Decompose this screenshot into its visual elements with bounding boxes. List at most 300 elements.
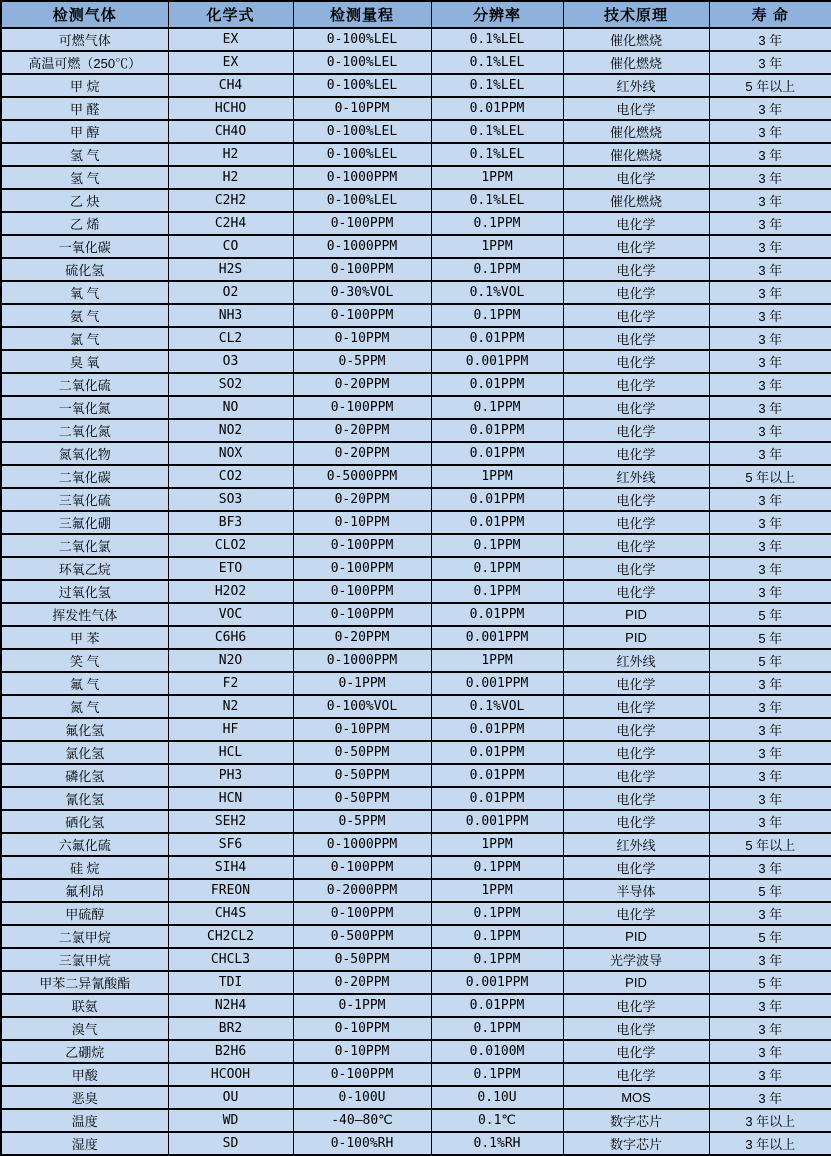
cell-gas: 氰化氢: [1, 787, 168, 810]
cell-range: 0-1000PPM: [293, 235, 431, 258]
cell-principle: 红外线: [563, 465, 709, 488]
cell-range: 0-20PPM: [293, 488, 431, 511]
table-row: [1, 557, 831, 580]
cell-life: 3 年: [709, 994, 831, 1017]
table-row: [1, 1109, 831, 1132]
cell-resolution: 0.001PPM: [431, 350, 563, 373]
cell-life: 3 年: [709, 488, 831, 511]
cell-range: 0-100%LEL: [293, 74, 431, 97]
cell-resolution: 0.001PPM: [431, 810, 563, 833]
column-header-gas: 检测气体: [1, 1, 168, 28]
table-row: [1, 718, 831, 741]
cell-range: 0-20PPM: [293, 442, 431, 465]
cell-range: 0-100PPM: [293, 212, 431, 235]
cell-formula: SEH2: [168, 810, 293, 833]
cell-gas: 氟利昂: [1, 879, 168, 902]
cell-range: 0-50PPM: [293, 948, 431, 971]
cell-formula: NH3: [168, 304, 293, 327]
cell-principle: 电化学: [563, 97, 709, 120]
table-row: [1, 741, 831, 764]
table-row: [1, 281, 831, 304]
cell-principle: 电化学: [563, 534, 709, 557]
cell-resolution: 0.1%VOL: [431, 281, 563, 304]
cell-gas: 环氧乙烷: [1, 557, 168, 580]
cell-resolution: 0.1%LEL: [431, 120, 563, 143]
table-row: [1, 166, 831, 189]
cell-principle: 电化学: [563, 419, 709, 442]
cell-formula: BF3: [168, 511, 293, 534]
cell-resolution: 0.1PPM: [431, 304, 563, 327]
table-row: [1, 948, 831, 971]
table-row: [1, 373, 831, 396]
cell-gas: 甲 醇: [1, 120, 168, 143]
cell-formula: CO: [168, 235, 293, 258]
cell-range: 0-100%LEL: [293, 120, 431, 143]
cell-life: 3 年: [709, 580, 831, 603]
cell-gas: 乙硼烷: [1, 1040, 168, 1063]
cell-life: 3 年: [709, 1063, 831, 1086]
cell-life: 5 年: [709, 879, 831, 902]
table-row: [1, 327, 831, 350]
cell-principle: 电化学: [563, 580, 709, 603]
cell-principle: PID: [563, 971, 709, 994]
cell-range: 0-20PPM: [293, 373, 431, 396]
cell-life: 3 年: [709, 511, 831, 534]
cell-gas: 氮氧化物: [1, 442, 168, 465]
cell-formula: CL2: [168, 327, 293, 350]
cell-principle: 电化学: [563, 235, 709, 258]
cell-formula: H2: [168, 143, 293, 166]
cell-life: 3 年: [709, 856, 831, 879]
table-row: [1, 626, 831, 649]
cell-life: 3 年: [709, 327, 831, 350]
cell-principle: 电化学: [563, 511, 709, 534]
cell-range: 0-1000PPM: [293, 833, 431, 856]
cell-resolution: 0.1PPM: [431, 557, 563, 580]
cell-formula: NO: [168, 396, 293, 419]
cell-formula: SD: [168, 1132, 293, 1155]
table-row: [1, 764, 831, 787]
cell-principle: 电化学: [563, 281, 709, 304]
cell-formula: NOX: [168, 442, 293, 465]
cell-resolution: 0.10U: [431, 1086, 563, 1109]
cell-resolution: 1PPM: [431, 649, 563, 672]
cell-range: 0-2000PPM: [293, 879, 431, 902]
cell-principle: 电化学: [563, 902, 709, 925]
cell-formula: O2: [168, 281, 293, 304]
cell-principle: 电化学: [563, 741, 709, 764]
cell-range: 0-10PPM: [293, 327, 431, 350]
cell-range: 0-100PPM: [293, 557, 431, 580]
cell-principle: 电化学: [563, 350, 709, 373]
cell-resolution: 0.1PPM: [431, 1063, 563, 1086]
cell-life: 3 年: [709, 787, 831, 810]
cell-resolution: 0.1PPM: [431, 902, 563, 925]
cell-range: 0-100PPM: [293, 902, 431, 925]
cell-principle: 电化学: [563, 810, 709, 833]
cell-principle: 电化学: [563, 166, 709, 189]
cell-gas: 二氧化氮: [1, 419, 168, 442]
cell-resolution: 1PPM: [431, 465, 563, 488]
cell-resolution: 0.1PPM: [431, 396, 563, 419]
cell-gas: 氯 气: [1, 327, 168, 350]
column-header-resolution: 分辨率: [431, 1, 563, 28]
cell-life: 3 年: [709, 235, 831, 258]
cell-gas: 氯化氢: [1, 741, 168, 764]
table-row: [1, 810, 831, 833]
cell-range: 0-50PPM: [293, 741, 431, 764]
table-row: [1, 97, 831, 120]
cell-gas: 磷化氢: [1, 764, 168, 787]
cell-formula: C6H6: [168, 626, 293, 649]
cell-resolution: 0.01PPM: [431, 488, 563, 511]
cell-formula: WD: [168, 1109, 293, 1132]
cell-formula: FREON: [168, 879, 293, 902]
cell-range: 0-20PPM: [293, 626, 431, 649]
cell-range: 0-30%VOL: [293, 281, 431, 304]
cell-life: 3 年: [709, 396, 831, 419]
cell-gas: 甲酸: [1, 1063, 168, 1086]
cell-range: 0-10PPM: [293, 718, 431, 741]
table-row: [1, 994, 831, 1017]
cell-range: -40—80℃: [293, 1109, 431, 1132]
cell-resolution: 0.1PPM: [431, 925, 563, 948]
cell-formula: CO2: [168, 465, 293, 488]
cell-principle: 催化燃烧: [563, 189, 709, 212]
cell-resolution: 1PPM: [431, 166, 563, 189]
cell-life: 5 年以上: [709, 833, 831, 856]
cell-range: 0-1PPM: [293, 994, 431, 1017]
cell-life: 3 年: [709, 1086, 831, 1109]
cell-principle: 电化学: [563, 994, 709, 1017]
cell-formula: OU: [168, 1086, 293, 1109]
cell-life: 3 年: [709, 442, 831, 465]
cell-resolution: 0.1℃: [431, 1109, 563, 1132]
table-row: [1, 465, 831, 488]
table-row: [1, 672, 831, 695]
table-row: [1, 488, 831, 511]
cell-resolution: 0.01PPM: [431, 373, 563, 396]
cell-gas: 三氯甲烷: [1, 948, 168, 971]
cell-life: 3 年: [709, 258, 831, 281]
cell-range: 0-5PPM: [293, 350, 431, 373]
cell-range: 0-1000PPM: [293, 649, 431, 672]
cell-formula: SF6: [168, 833, 293, 856]
cell-resolution: 0.01PPM: [431, 741, 563, 764]
cell-gas: 恶臭: [1, 1086, 168, 1109]
cell-gas: 一氧化氮: [1, 396, 168, 419]
cell-range: 0-50PPM: [293, 764, 431, 787]
table-row: [1, 925, 831, 948]
cell-gas: 硒化氢: [1, 810, 168, 833]
cell-formula: BR2: [168, 1017, 293, 1040]
cell-formula: CH4: [168, 74, 293, 97]
cell-range: 0-50PPM: [293, 787, 431, 810]
cell-life: 3 年: [709, 166, 831, 189]
cell-formula: H2O2: [168, 580, 293, 603]
cell-range: 0-100PPM: [293, 856, 431, 879]
cell-formula: B2H6: [168, 1040, 293, 1063]
cell-life: 3 年: [709, 120, 831, 143]
cell-principle: 催化燃烧: [563, 143, 709, 166]
cell-life: 3 年: [709, 189, 831, 212]
cell-range: 0-100%LEL: [293, 143, 431, 166]
column-header-principle: 技术原理: [563, 1, 709, 28]
cell-resolution: 0.01PPM: [431, 327, 563, 350]
cell-resolution: 0.01PPM: [431, 97, 563, 120]
cell-life: 3 年: [709, 28, 831, 51]
cell-formula: VOC: [168, 603, 293, 626]
cell-formula: H2S: [168, 258, 293, 281]
cell-life: 3 年: [709, 212, 831, 235]
cell-resolution: 0.01PPM: [431, 419, 563, 442]
header-row: [1, 1, 831, 28]
cell-formula: HCOOH: [168, 1063, 293, 1086]
cell-gas: 甲 烷: [1, 74, 168, 97]
table-row: [1, 212, 831, 235]
table-row: [1, 695, 831, 718]
cell-resolution: 0.01PPM: [431, 511, 563, 534]
cell-formula: SO3: [168, 488, 293, 511]
cell-resolution: 0.1PPM: [431, 580, 563, 603]
cell-resolution: 0.01PPM: [431, 764, 563, 787]
cell-life: 5 年: [709, 603, 831, 626]
cell-formula: N2: [168, 695, 293, 718]
cell-range: 0-100U: [293, 1086, 431, 1109]
table-row: [1, 971, 831, 994]
table-row: [1, 120, 831, 143]
table-row: [1, 649, 831, 672]
cell-range: 0-100%LEL: [293, 28, 431, 51]
cell-gas: 温度: [1, 1109, 168, 1132]
cell-principle: 红外线: [563, 74, 709, 97]
cell-principle: 电化学: [563, 1040, 709, 1063]
table-row: [1, 350, 831, 373]
cell-range: 0-5000PPM: [293, 465, 431, 488]
cell-gas: 三氟化硼: [1, 511, 168, 534]
cell-resolution: 0.01PPM: [431, 603, 563, 626]
cell-life: 3 年: [709, 764, 831, 787]
table-row: [1, 902, 831, 925]
cell-formula: CH4S: [168, 902, 293, 925]
cell-life: 3 年: [709, 695, 831, 718]
table-row: [1, 28, 831, 51]
cell-formula: ETO: [168, 557, 293, 580]
cell-range: 0-10PPM: [293, 511, 431, 534]
cell-range: 0-10PPM: [293, 1017, 431, 1040]
cell-life: 3 年: [709, 373, 831, 396]
cell-gas: 一氧化碳: [1, 235, 168, 258]
cell-resolution: 0.001PPM: [431, 672, 563, 695]
cell-formula: HCL: [168, 741, 293, 764]
cell-resolution: 0.1PPM: [431, 534, 563, 557]
cell-life: 3 年: [709, 350, 831, 373]
cell-principle: 电化学: [563, 672, 709, 695]
cell-principle: 电化学: [563, 695, 709, 718]
column-header-formula: 化学式: [168, 1, 293, 28]
cell-gas: 氨 气: [1, 304, 168, 327]
cell-resolution: 0.1%LEL: [431, 143, 563, 166]
cell-principle: 电化学: [563, 557, 709, 580]
cell-gas: 溴气: [1, 1017, 168, 1040]
cell-life: 3 年: [709, 51, 831, 74]
column-header-range: 检测量程: [293, 1, 431, 28]
cell-principle: 电化学: [563, 396, 709, 419]
cell-formula: PH3: [168, 764, 293, 787]
cell-principle: 电化学: [563, 258, 709, 281]
table-row: [1, 856, 831, 879]
table-body: [1, 28, 831, 1155]
cell-formula: H2: [168, 166, 293, 189]
cell-resolution: 0.1PPM: [431, 856, 563, 879]
cell-formula: N2H4: [168, 994, 293, 1017]
table-row: [1, 51, 831, 74]
cell-gas: 二氧化氯: [1, 534, 168, 557]
cell-principle: 电化学: [563, 856, 709, 879]
cell-range: 0-100PPM: [293, 258, 431, 281]
cell-life: 3 年: [709, 948, 831, 971]
cell-principle: PID: [563, 603, 709, 626]
cell-life: 3 年: [709, 672, 831, 695]
cell-range: 0-100%RH: [293, 1132, 431, 1155]
cell-formula: EX: [168, 28, 293, 51]
cell-life: 3 年以上: [709, 1132, 831, 1155]
cell-life: 3 年: [709, 419, 831, 442]
cell-range: 0-100PPM: [293, 1063, 431, 1086]
cell-range: 0-100%LEL: [293, 51, 431, 74]
cell-gas: 氟 气: [1, 672, 168, 695]
cell-resolution: 1PPM: [431, 235, 563, 258]
cell-resolution: 1PPM: [431, 879, 563, 902]
cell-life: 3 年: [709, 718, 831, 741]
cell-formula: HCHO: [168, 97, 293, 120]
table-row: [1, 603, 831, 626]
cell-range: 0-100%LEL: [293, 189, 431, 212]
table-header: [1, 1, 831, 28]
cell-principle: 光学波导: [563, 948, 709, 971]
cell-life: 3 年: [709, 304, 831, 327]
cell-life: 5 年: [709, 649, 831, 672]
cell-formula: TDI: [168, 971, 293, 994]
cell-resolution: 0.01PPM: [431, 442, 563, 465]
cell-principle: 电化学: [563, 1063, 709, 1086]
table-row: [1, 304, 831, 327]
cell-principle: 电化学: [563, 488, 709, 511]
cell-range: 0-100%VOL: [293, 695, 431, 718]
cell-life: 3 年: [709, 810, 831, 833]
cell-principle: 半导体: [563, 879, 709, 902]
cell-gas: 臭 氧: [1, 350, 168, 373]
cell-gas: 过氧化氢: [1, 580, 168, 603]
table-row: [1, 189, 831, 212]
cell-principle: PID: [563, 925, 709, 948]
cell-life: 3 年: [709, 741, 831, 764]
cell-resolution: 0.1%VOL: [431, 695, 563, 718]
cell-life: 3 年: [709, 902, 831, 925]
table-row: [1, 580, 831, 603]
cell-principle: 电化学: [563, 1017, 709, 1040]
cell-gas: 高温可燃（250℃）: [1, 51, 168, 74]
cell-gas: 可燃气体: [1, 28, 168, 51]
cell-principle: 电化学: [563, 764, 709, 787]
cell-range: 0-100PPM: [293, 603, 431, 626]
cell-principle: MOS: [563, 1086, 709, 1109]
cell-resolution: 0.01PPM: [431, 787, 563, 810]
cell-principle: 数字芯片: [563, 1109, 709, 1132]
cell-resolution: 0.01PPM: [431, 718, 563, 741]
cell-resolution: 0.1%LEL: [431, 74, 563, 97]
cell-resolution: 0.1PPM: [431, 948, 563, 971]
column-header-life: 寿 命: [709, 1, 831, 28]
cell-gas: 二氧化碳: [1, 465, 168, 488]
cell-formula: C2H2: [168, 189, 293, 212]
cell-resolution: 0.1%RH: [431, 1132, 563, 1155]
cell-resolution: 0.001PPM: [431, 626, 563, 649]
cell-life: 5 年: [709, 971, 831, 994]
cell-gas: 乙 炔: [1, 189, 168, 212]
cell-life: 3 年以上: [709, 1109, 831, 1132]
cell-gas: 氢 气: [1, 166, 168, 189]
cell-principle: 电化学: [563, 442, 709, 465]
table-row: [1, 442, 831, 465]
cell-principle: 催化燃烧: [563, 51, 709, 74]
table-row: [1, 1040, 831, 1063]
table-row: [1, 511, 831, 534]
cell-life: 5 年以上: [709, 74, 831, 97]
cell-life: 5 年: [709, 626, 831, 649]
table-row: [1, 74, 831, 97]
cell-gas: 硅 烷: [1, 856, 168, 879]
cell-range: 0-500PPM: [293, 925, 431, 948]
table-row: [1, 1132, 831, 1155]
cell-range: 0-1PPM: [293, 672, 431, 695]
cell-gas: 氟化氢: [1, 718, 168, 741]
table-row: [1, 396, 831, 419]
cell-resolution: 0.01PPM: [431, 994, 563, 1017]
cell-range: 0-100PPM: [293, 534, 431, 557]
table-row: [1, 235, 831, 258]
cell-gas: 笑 气: [1, 649, 168, 672]
cell-gas: 甲 苯: [1, 626, 168, 649]
cell-principle: 催化燃烧: [563, 120, 709, 143]
cell-principle: 电化学: [563, 212, 709, 235]
cell-principle: 电化学: [563, 304, 709, 327]
cell-resolution: 0.001PPM: [431, 971, 563, 994]
cell-principle: 电化学: [563, 373, 709, 396]
cell-formula: C2H4: [168, 212, 293, 235]
cell-resolution: 0.1PPM: [431, 212, 563, 235]
cell-life: 3 年: [709, 534, 831, 557]
cell-gas: 硫化氢: [1, 258, 168, 281]
cell-range: 0-1000PPM: [293, 166, 431, 189]
table-row: [1, 833, 831, 856]
cell-gas: 甲硫醇: [1, 902, 168, 925]
cell-life: 3 年: [709, 557, 831, 580]
cell-gas: 联氨: [1, 994, 168, 1017]
cell-formula: CH2CL2: [168, 925, 293, 948]
cell-resolution: 0.1PPM: [431, 1017, 563, 1040]
cell-formula: NO2: [168, 419, 293, 442]
cell-gas: 三氧化硫: [1, 488, 168, 511]
cell-range: 0-20PPM: [293, 419, 431, 442]
cell-gas: 氧 气: [1, 281, 168, 304]
cell-range: 0-100PPM: [293, 396, 431, 419]
cell-principle: 电化学: [563, 718, 709, 741]
cell-gas: 二氧化硫: [1, 373, 168, 396]
cell-resolution: 0.1%LEL: [431, 51, 563, 74]
cell-gas: 湿度: [1, 1132, 168, 1155]
table-row: [1, 419, 831, 442]
